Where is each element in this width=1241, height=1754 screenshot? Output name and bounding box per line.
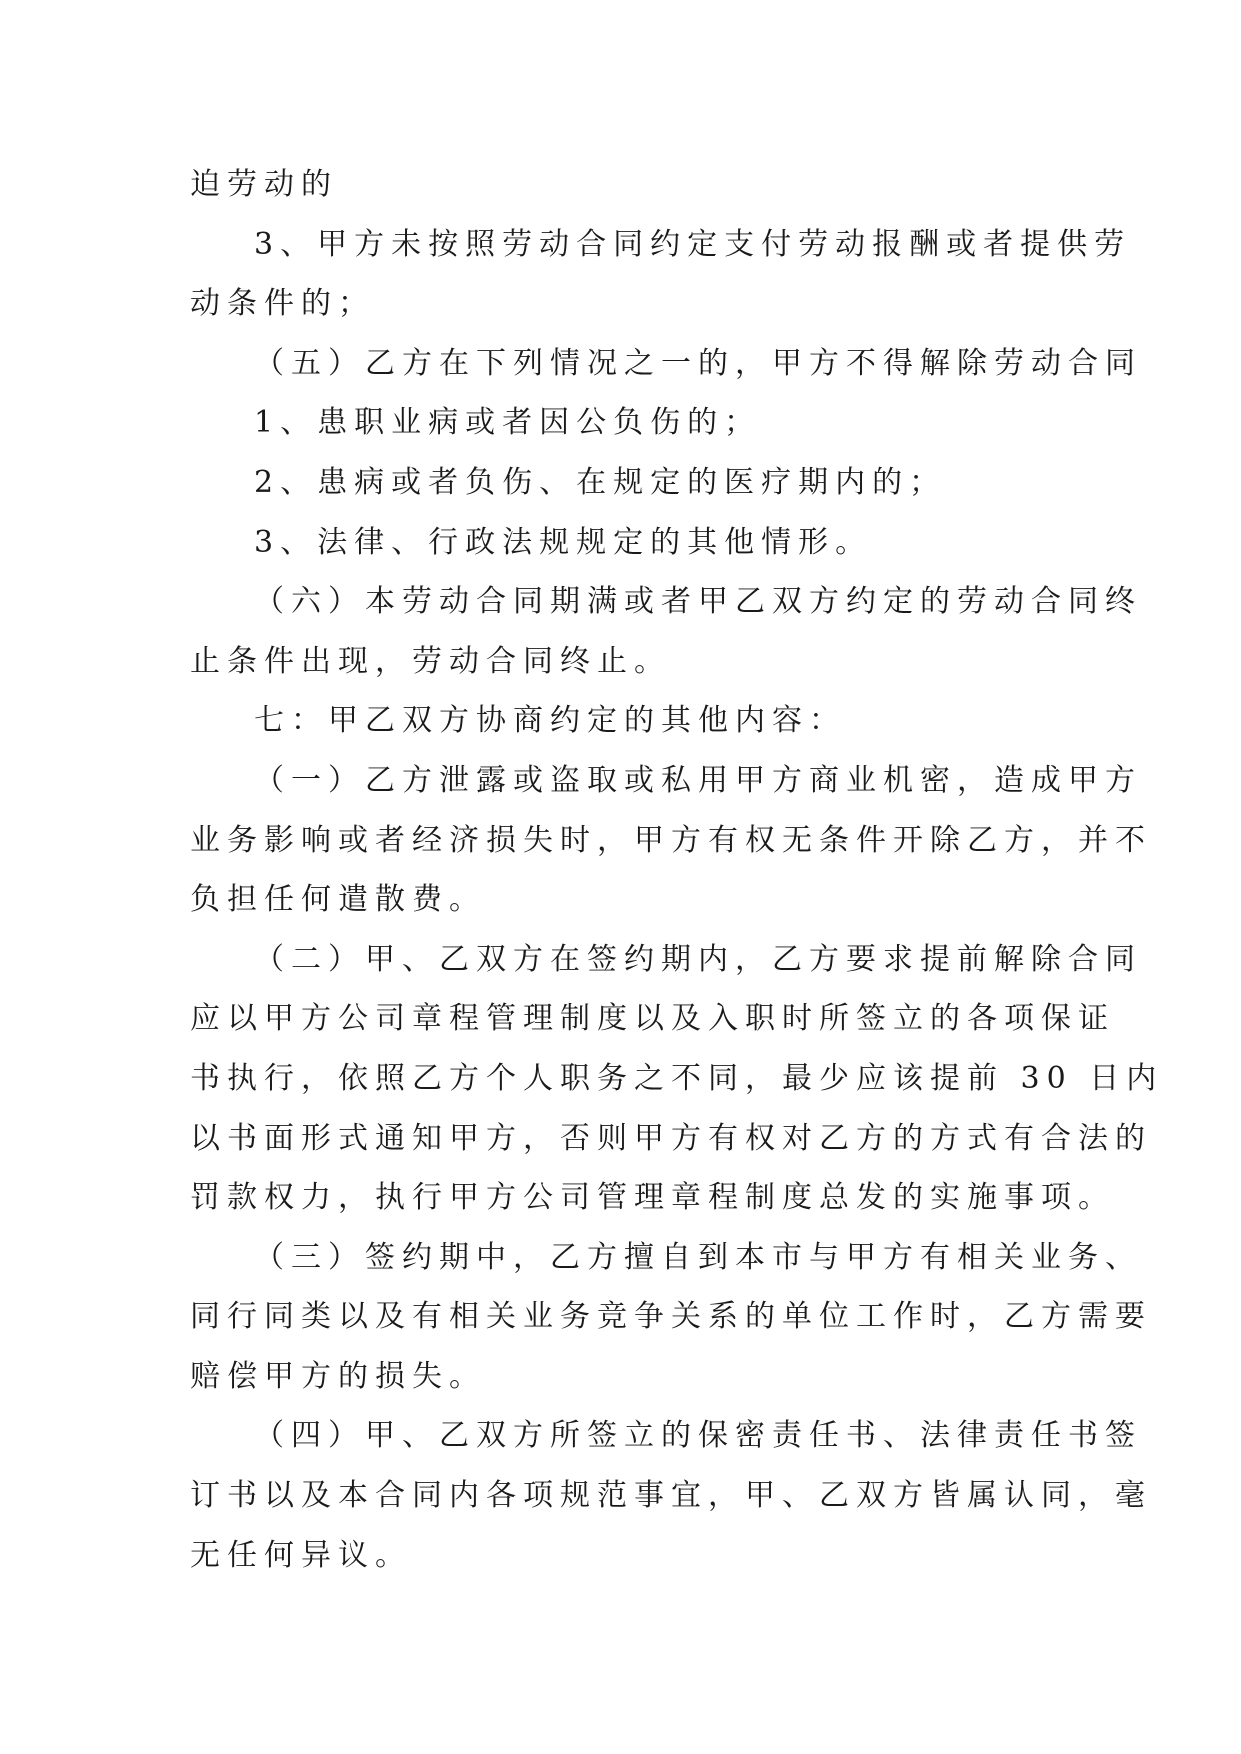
text-line: 七：甲乙双方协商约定的其他内容： xyxy=(254,703,846,739)
text-line: 无任何异议。 xyxy=(190,1537,412,1573)
text-line: 以书面形式通知甲方，否则甲方有权对乙方的方式有合法的 xyxy=(190,1120,1152,1156)
text-line: 应以甲方公司章程管理制度以及入职时所签立的各项保证 xyxy=(190,1001,1115,1037)
text-line: 业务影响或者经济损失时，甲方有权无条件开除乙方，并不 xyxy=(190,822,1152,858)
text-line: 书执行，依照乙方个人职务之不同，最少应该提前 30 日内 xyxy=(190,1060,1164,1096)
text-line: 3、法律、行政法规规定的其他情形。 xyxy=(254,524,873,560)
text-line: 罚款权力，执行甲方公司管理章程制度总发的实施事项。 xyxy=(190,1180,1115,1216)
text-line: 动条件的； xyxy=(190,286,375,322)
text-line: 负担任何遣散费。 xyxy=(190,882,486,918)
text-line: 止条件出现，劳动合同终止。 xyxy=(190,643,671,679)
text-line: 2、患病或者负伤、在规定的医疗期内的； xyxy=(254,464,947,500)
text-line: （一）乙方泄露或盗取或私用甲方商业机密，造成甲方 xyxy=(254,762,1142,798)
text-line: （三）签约期中，乙方擅自到本市与甲方有相关业务、 xyxy=(254,1239,1142,1275)
text-line: 同行同类以及有相关业务竞争关系的单位工作时，乙方需要 xyxy=(190,1299,1152,1335)
text-line: 1、患职业病或者因公负伤的； xyxy=(254,405,762,441)
text-line: 迫劳动的 xyxy=(190,167,338,202)
text-line: 订书以及本合同内各项规范事宜，甲、乙双方皆属认同，毫 xyxy=(190,1478,1152,1514)
text-line: （四）甲、乙双方所签立的保密责任书、法律责任书签 xyxy=(254,1418,1142,1454)
text-line: （六）本劳动合同期满或者甲乙双方约定的劳动合同终 xyxy=(254,584,1142,620)
text-line: （五）乙方在下列情况之一的，甲方不得解除劳动合同 xyxy=(254,345,1142,381)
text-line: 3、甲方未按照劳动合同约定支付劳动报酬或者提供劳 xyxy=(254,226,1132,262)
text-line: 赔偿甲方的损失。 xyxy=(190,1358,486,1394)
text-line: （二）甲、乙双方在签约期内，乙方要求提前解除合同 xyxy=(254,941,1142,977)
contract-text-body xyxy=(190,155,1164,1585)
